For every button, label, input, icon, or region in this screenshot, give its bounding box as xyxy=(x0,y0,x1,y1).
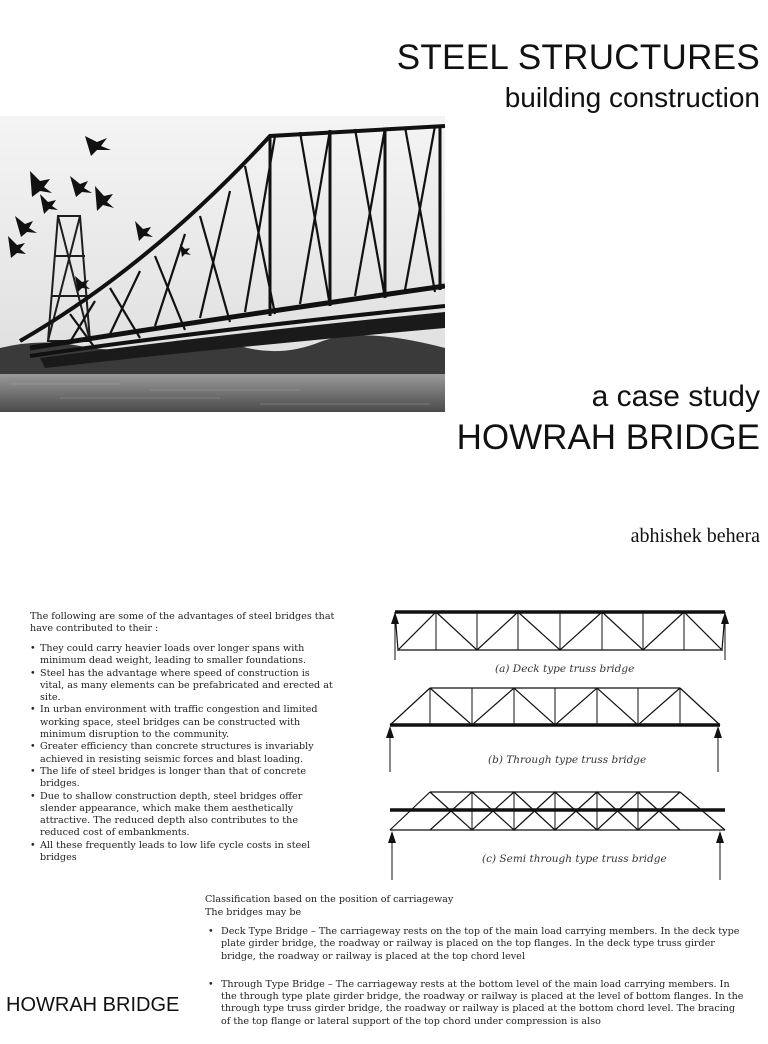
caption-deck: (a) Deck type truss bridge xyxy=(495,663,635,675)
footer-bridge-title: HOWRAH BRIDGE xyxy=(6,994,180,1016)
bridge-photo xyxy=(0,116,445,412)
deck-truss-diagram xyxy=(391,612,729,660)
advantages-intro: The following are some of the advantages of steel bridges that have contributed to their : xyxy=(30,611,335,635)
semi-through-truss-diagram xyxy=(388,792,725,880)
advantage-item: • They could carry heavier loads over longer spans with minimum dead weight, leading to smaller foundations. xyxy=(30,643,336,668)
caption-through: (b) Through type truss bridge xyxy=(488,754,647,766)
advantage-item: • In urban environment with traffic congestion and limited working space, steel bridges can be constructed with minimum disruption to the community. xyxy=(30,704,336,741)
slide-subtitle: building construction xyxy=(504,82,760,113)
advantage-item: • Greater efficiency than concrete structures is invariably achieved in resisting seismic forces and blast loading. xyxy=(30,741,336,766)
advantage-item: • All these frequently leads to low life cycle costs in steel bridges xyxy=(30,840,336,865)
advantages-list xyxy=(30,643,336,864)
bridge-type-item: • Through Type Bridge – The carriageway rests at the bottom level of the main load carrying members. In the through type plate girder bridge, the roadway or railway is placed at the level of bottom flanges. In the through type truss girder bridge, the roadway or railway is placed at the bottom chord level. The bracing of the top flange or lateral support of the top chord under compression is also xyxy=(205,979,745,1028)
author-name: abhishek behera xyxy=(630,525,760,547)
slide-title: STEEL STRUCTURES xyxy=(396,38,760,77)
advantage-item: • Steel has the advantage where speed of construction is vital, as many elements can be prefabricated and erected at site. xyxy=(30,668,336,705)
classification-heading: Classification based on the position of carriageway xyxy=(205,894,454,905)
caption-semi-through: (c) Semi through type truss bridge xyxy=(482,853,667,865)
case-study-label: a case study xyxy=(591,380,760,413)
advantage-item: • The life of steel bridges is longer than that of concrete bridges. xyxy=(30,766,336,791)
truss-diagrams xyxy=(380,600,740,890)
bridge-name-heading: HOWRAH BRIDGE xyxy=(456,418,760,457)
bridge-type-item: • Deck Type Bridge – The carriageway rests on the top of the main load carrying members. In the deck type plate girder bridge, the roadway or railway is placed on the top flanges. In the deck type truss girder bridge, the roadway or railway is placed at the top chord level xyxy=(205,926,745,963)
advantage-item: • Due to shallow construction depth, steel bridges offer slender appearance, which make them aesthetically attractive. The reduced depth also contributes to the reduced cost of embankments. xyxy=(30,791,336,840)
bridge-types-list xyxy=(205,926,745,1044)
types-intro: The bridges may be xyxy=(205,907,302,918)
